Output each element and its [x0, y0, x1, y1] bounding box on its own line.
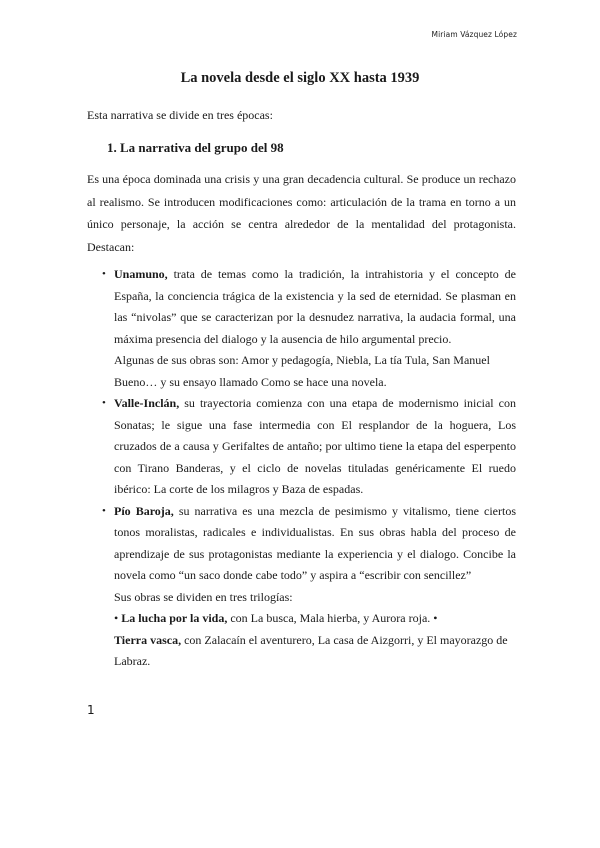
page-title: La novela desde el siglo XX hasta 1939 [180, 70, 420, 86]
header-author: Miriam Vázquez López [431, 30, 517, 39]
section-title: La narrativa del grupo del 98 [120, 140, 284, 155]
section-heading [107, 140, 284, 156]
bullet-icon: • [102, 268, 106, 280]
author-description [114, 501, 516, 587]
trilogy-bullet-icon: • [114, 611, 119, 625]
section-paragraph: Es una época dominada una crisis y una gran decadencia cultural. Se produce un rechazo al realismo. Se introducen modificaciones como: articulación de la trama en torno a un único personaje, la acción se centra alrededor de la mentalidad del protagonista. Destacan: [87, 172, 516, 254]
author-name: Valle-Inclán, [114, 396, 180, 410]
page-number: 1 [87, 703, 95, 717]
list-item [102, 264, 516, 393]
list-item [102, 393, 516, 501]
bullet-icon: • [102, 504, 106, 517]
author-text: su trayectoria comienza con una etapa de modernismo inicial con Sonatas; le sigue una fase intermedia con El resplandor de la hoguera, Los cruzados de a causa y Gerifaltes de antaño; por ultimo tiene la etapa del esperpento con Tirano Banderas, y el ciclo de novelas tituladas genéricamente El ruedo ibérico: La corte de los milagros y Baza de espadas. [114, 396, 516, 496]
section-number: 1. [107, 140, 117, 155]
trilogy-text: con La busca, Mala hierba, y Aurora roja. [227, 611, 431, 625]
trilogy-title: Tierra vasca, [114, 632, 182, 647]
author-text: su narrativa es una mezcla de pesimismo y vitalismo, tiene ciertos tonos moralistas, radicales e individualistas. En sus obras habla del proceso de aprendizaje de sus protagonistas mediante la experiencia y el dialogo. Concibe la novela como “un saco donde cabe todo” y aspira a “escribir con sencillez” [114, 503, 517, 582]
trilogy-title: La lucha por la vida, [121, 611, 228, 625]
bullet-icon: • [102, 397, 106, 409]
author-description [114, 393, 516, 501]
intro-text: Esta narrativa se divide en tres épocas: [87, 108, 273, 122]
authors-list [102, 264, 516, 673]
author-works: Sus obras se dividen en tres trilogías: [114, 589, 293, 604]
author-name: Pío Baroja, [114, 503, 174, 518]
trilogy-list [114, 608, 516, 673]
trilogy-text: con Zalacaín el aventurero, La casa de Aizgorri, y El mayorazgo de Labraz. [114, 632, 508, 668]
author-text: trata de temas como la tradición, la intrahistoria y el concepto de España, la conciencia trágica de la existencia y la sed de eternidad. Se plasman en las “nivolas” que se caracterizan por la desnudez narrativa, la audacia formal, una máxima presencia del dialogo y la ausencia de hilo argumental precio. [114, 267, 516, 346]
author-name: Unamuno, [114, 267, 168, 281]
author-works: Algunas de sus obras son: Amor y pedagogía, Niebla, La tía Tula, San Manuel Bueno… y su ensayo llamado Como se hace una novela. [114, 353, 490, 389]
trilogy-bullet-icon: • [433, 611, 438, 625]
list-item [102, 501, 516, 673]
author-description [114, 264, 516, 350]
